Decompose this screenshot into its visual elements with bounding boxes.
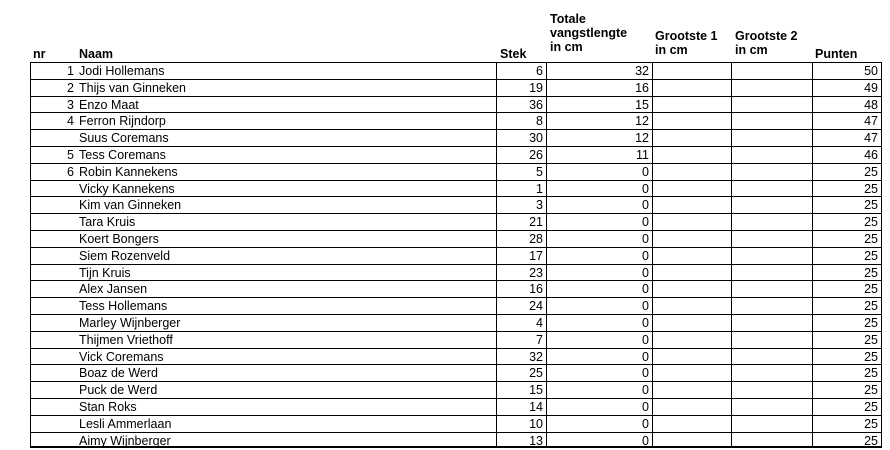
cell-stek: 14 — [496, 398, 546, 415]
header-naam: Naam — [79, 47, 114, 61]
cell-punten: 48 — [812, 96, 882, 113]
cell-punten: 25 — [812, 264, 882, 281]
table-row — [0, 129, 890, 146]
cell-punten: 25 — [812, 247, 882, 264]
table-row — [0, 415, 890, 432]
cell-totaal: 0 — [546, 297, 652, 314]
cell-nr — [30, 297, 76, 314]
table-row — [0, 314, 890, 331]
cell-naam: Robin Kannekens — [76, 163, 496, 180]
cell-totaal: 12 — [546, 112, 652, 129]
cell-naam: Alex Jansen — [76, 280, 496, 297]
cell-punten: 46 — [812, 146, 882, 163]
cell-stek: 8 — [496, 112, 546, 129]
table-row — [0, 348, 890, 365]
cell-punten: 25 — [812, 297, 882, 314]
header-grootste-2 — [735, 29, 798, 57]
cell-stek: 19 — [496, 79, 546, 96]
cell-naam: Ferron Rijndorp — [76, 112, 496, 129]
cell-nr — [30, 348, 76, 365]
cell-nr — [30, 314, 76, 331]
cell-grootste-2 — [731, 381, 812, 398]
table-row — [0, 230, 890, 247]
cell-stek: 15 — [496, 381, 546, 398]
cell-grootste-1 — [652, 348, 731, 365]
cell-grootste-1 — [652, 196, 731, 213]
cell-grootste-1 — [652, 314, 731, 331]
cell-stek: 24 — [496, 297, 546, 314]
cell-grootste-2 — [731, 180, 812, 197]
cell-nr — [30, 331, 76, 348]
cell-nr: 3 — [30, 96, 76, 113]
cell-nr — [30, 364, 76, 381]
cell-nr — [30, 264, 76, 281]
cell-grootste-1 — [652, 331, 731, 348]
cell-naam: Vicky Kannekens — [76, 180, 496, 197]
cell-nr: 2 — [30, 79, 76, 96]
results-table — [0, 62, 890, 448]
cell-nr — [30, 415, 76, 432]
header-totaal-line2: vangstlengte — [550, 26, 628, 40]
cell-stek: 4 — [496, 314, 546, 331]
cell-totaal: 0 — [546, 280, 652, 297]
cell-nr: 5 — [30, 146, 76, 163]
cell-grootste-2 — [731, 112, 812, 129]
cell-grootste-1 — [652, 297, 731, 314]
cell-stek: 5 — [496, 163, 546, 180]
cell-grootste-1 — [652, 213, 731, 230]
table-row — [0, 163, 890, 180]
cell-grootste-2 — [731, 297, 812, 314]
cell-naam: Marley Wijnberger — [76, 314, 496, 331]
cell-grootste-2 — [731, 129, 812, 146]
table-row — [0, 196, 890, 213]
cell-grootste-2 — [731, 348, 812, 365]
cell-grootste-1 — [652, 62, 731, 79]
cell-punten: 25 — [812, 331, 882, 348]
cell-nr — [30, 381, 76, 398]
cell-stek: 3 — [496, 196, 546, 213]
cell-naam: Tijn Kruis — [76, 264, 496, 281]
cell-grootste-1 — [652, 230, 731, 247]
cell-punten: 50 — [812, 62, 882, 79]
table-row — [0, 247, 890, 264]
cell-grootste-1 — [652, 364, 731, 381]
cell-punten: 25 — [812, 348, 882, 365]
cell-nr: 1 — [30, 62, 76, 79]
cell-grootste-2 — [731, 364, 812, 381]
cell-stek: 23 — [496, 264, 546, 281]
cell-grootste-2 — [731, 62, 812, 79]
cell-stek: 36 — [496, 96, 546, 113]
cell-totaal: 0 — [546, 398, 652, 415]
cell-stek: 21 — [496, 213, 546, 230]
cell-punten: 25 — [812, 381, 882, 398]
table-row — [0, 180, 890, 197]
cell-naam: Vick Coremans — [76, 348, 496, 365]
cell-grootste-1 — [652, 163, 731, 180]
table-row — [0, 112, 890, 129]
table-row — [0, 62, 890, 79]
header-grootste2-line2: in cm — [735, 43, 768, 57]
header-totaal-line3: in cm — [550, 40, 583, 54]
cell-totaal: 0 — [546, 230, 652, 247]
cell-stek: 1 — [496, 180, 546, 197]
cell-punten: 25 — [812, 314, 882, 331]
header-punten: Punten — [815, 47, 858, 61]
cell-grootste-2 — [731, 163, 812, 180]
cell-totaal: 16 — [546, 79, 652, 96]
header-grootste-1 — [655, 29, 718, 57]
cell-totaal: 0 — [546, 415, 652, 432]
cell-totaal: 15 — [546, 96, 652, 113]
cell-punten: 25 — [812, 180, 882, 197]
cell-punten: 49 — [812, 79, 882, 96]
cell-naam: Aimy Wijnberger — [76, 432, 496, 449]
cell-naam: Tess Hollemans — [76, 297, 496, 314]
header-nr: nr — [33, 47, 46, 61]
cell-stek: 7 — [496, 331, 546, 348]
header-totaal-line1: Totale — [550, 12, 586, 26]
cell-nr — [30, 280, 76, 297]
table-row — [0, 331, 890, 348]
cell-totaal: 12 — [546, 129, 652, 146]
cell-totaal: 0 — [546, 314, 652, 331]
cell-naam: Siem Rozenveld — [76, 247, 496, 264]
cell-punten: 25 — [812, 364, 882, 381]
cell-totaal: 0 — [546, 381, 652, 398]
cell-punten: 25 — [812, 398, 882, 415]
cell-nr — [30, 398, 76, 415]
table-row — [0, 381, 890, 398]
cell-totaal: 0 — [546, 180, 652, 197]
cell-grootste-1 — [652, 398, 731, 415]
table-row — [0, 96, 890, 113]
cell-totaal: 0 — [546, 247, 652, 264]
cell-naam: Puck de Werd — [76, 381, 496, 398]
header-totale-vangstlengte — [550, 12, 627, 54]
cell-grootste-1 — [652, 79, 731, 96]
cell-grootste-2 — [731, 96, 812, 113]
table-row — [0, 398, 890, 415]
cell-totaal: 0 — [546, 348, 652, 365]
cell-nr: 6 — [30, 163, 76, 180]
cell-naam: Lesli Ammerlaan — [76, 415, 496, 432]
cell-nr: 4 — [30, 112, 76, 129]
cell-punten: 25 — [812, 213, 882, 230]
cell-totaal: 0 — [546, 364, 652, 381]
cell-grootste-1 — [652, 415, 731, 432]
cell-grootste-2 — [731, 213, 812, 230]
cell-grootste-2 — [731, 247, 812, 264]
table-row — [0, 146, 890, 163]
cell-grootste-1 — [652, 129, 731, 146]
cell-punten: 47 — [812, 129, 882, 146]
table-row — [0, 213, 890, 230]
cell-grootste-2 — [731, 196, 812, 213]
cell-grootste-1 — [652, 146, 731, 163]
cell-grootste-1 — [652, 264, 731, 281]
table-row — [0, 280, 890, 297]
cell-stek: 25 — [496, 364, 546, 381]
table-row — [0, 297, 890, 314]
table-row — [0, 264, 890, 281]
cell-totaal: 0 — [546, 213, 652, 230]
cell-naam: Tess Coremans — [76, 146, 496, 163]
header-grootste1-line2: in cm — [655, 43, 688, 57]
cell-stek: 10 — [496, 415, 546, 432]
cell-grootste-1 — [652, 280, 731, 297]
cell-totaal: 0 — [546, 432, 652, 449]
cell-totaal: 0 — [546, 331, 652, 348]
cell-nr — [30, 180, 76, 197]
cell-stek: 16 — [496, 280, 546, 297]
cell-totaal: 0 — [546, 196, 652, 213]
cell-grootste-1 — [652, 247, 731, 264]
cell-naam: Tara Kruis — [76, 213, 496, 230]
cell-totaal: 32 — [546, 62, 652, 79]
cell-grootste-1 — [652, 381, 731, 398]
cell-grootste-2 — [731, 314, 812, 331]
cell-punten: 25 — [812, 230, 882, 247]
cell-punten: 25 — [812, 280, 882, 297]
cell-naam: Enzo Maat — [76, 96, 496, 113]
cell-stek: 32 — [496, 348, 546, 365]
cell-grootste-1 — [652, 96, 731, 113]
cell-nr — [30, 247, 76, 264]
cell-stek: 28 — [496, 230, 546, 247]
cell-naam: Thijmen Vriethoff — [76, 331, 496, 348]
cell-naam: Stan Roks — [76, 398, 496, 415]
table-continuation-edge — [30, 446, 882, 450]
cell-grootste-2 — [731, 79, 812, 96]
cell-punten: 25 — [812, 415, 882, 432]
cell-grootste-1 — [652, 112, 731, 129]
cell-naam: Jodi Hollemans — [76, 62, 496, 79]
cell-nr — [30, 230, 76, 247]
header-grootste2-line1: Grootste 2 — [735, 29, 798, 43]
cell-totaal: 0 — [546, 163, 652, 180]
cell-naam: Boaz de Werd — [76, 364, 496, 381]
cell-totaal: 11 — [546, 146, 652, 163]
header-grootste1-line1: Grootste 1 — [655, 29, 718, 43]
cell-grootste-2 — [731, 230, 812, 247]
cell-stek: 13 — [496, 432, 546, 449]
cell-grootste-2 — [731, 264, 812, 281]
cell-punten: 25 — [812, 163, 882, 180]
table-row — [0, 79, 890, 96]
cell-totaal: 0 — [546, 264, 652, 281]
header-stek: Stek — [500, 47, 527, 61]
cell-naam: Kim van Ginneken — [76, 196, 496, 213]
cell-punten: 47 — [812, 112, 882, 129]
cell-stek: 30 — [496, 129, 546, 146]
cell-grootste-2 — [731, 331, 812, 348]
table-row — [0, 364, 890, 381]
cell-punten: 25 — [812, 196, 882, 213]
cell-nr — [30, 213, 76, 230]
cell-stek: 26 — [496, 146, 546, 163]
cell-stek: 6 — [496, 62, 546, 79]
cell-grootste-1 — [652, 180, 731, 197]
cell-stek: 17 — [496, 247, 546, 264]
cell-grootste-2 — [731, 146, 812, 163]
cell-grootste-2 — [731, 398, 812, 415]
cell-naam: Suus Coremans — [76, 129, 496, 146]
cell-nr — [30, 129, 76, 146]
cell-grootste-2 — [731, 415, 812, 432]
cell-grootste-2 — [731, 280, 812, 297]
cell-naam: Koert Bongers — [76, 230, 496, 247]
cell-naam: Thijs van Ginneken — [76, 79, 496, 96]
cell-punten: 25 — [812, 432, 882, 449]
cell-nr — [30, 196, 76, 213]
